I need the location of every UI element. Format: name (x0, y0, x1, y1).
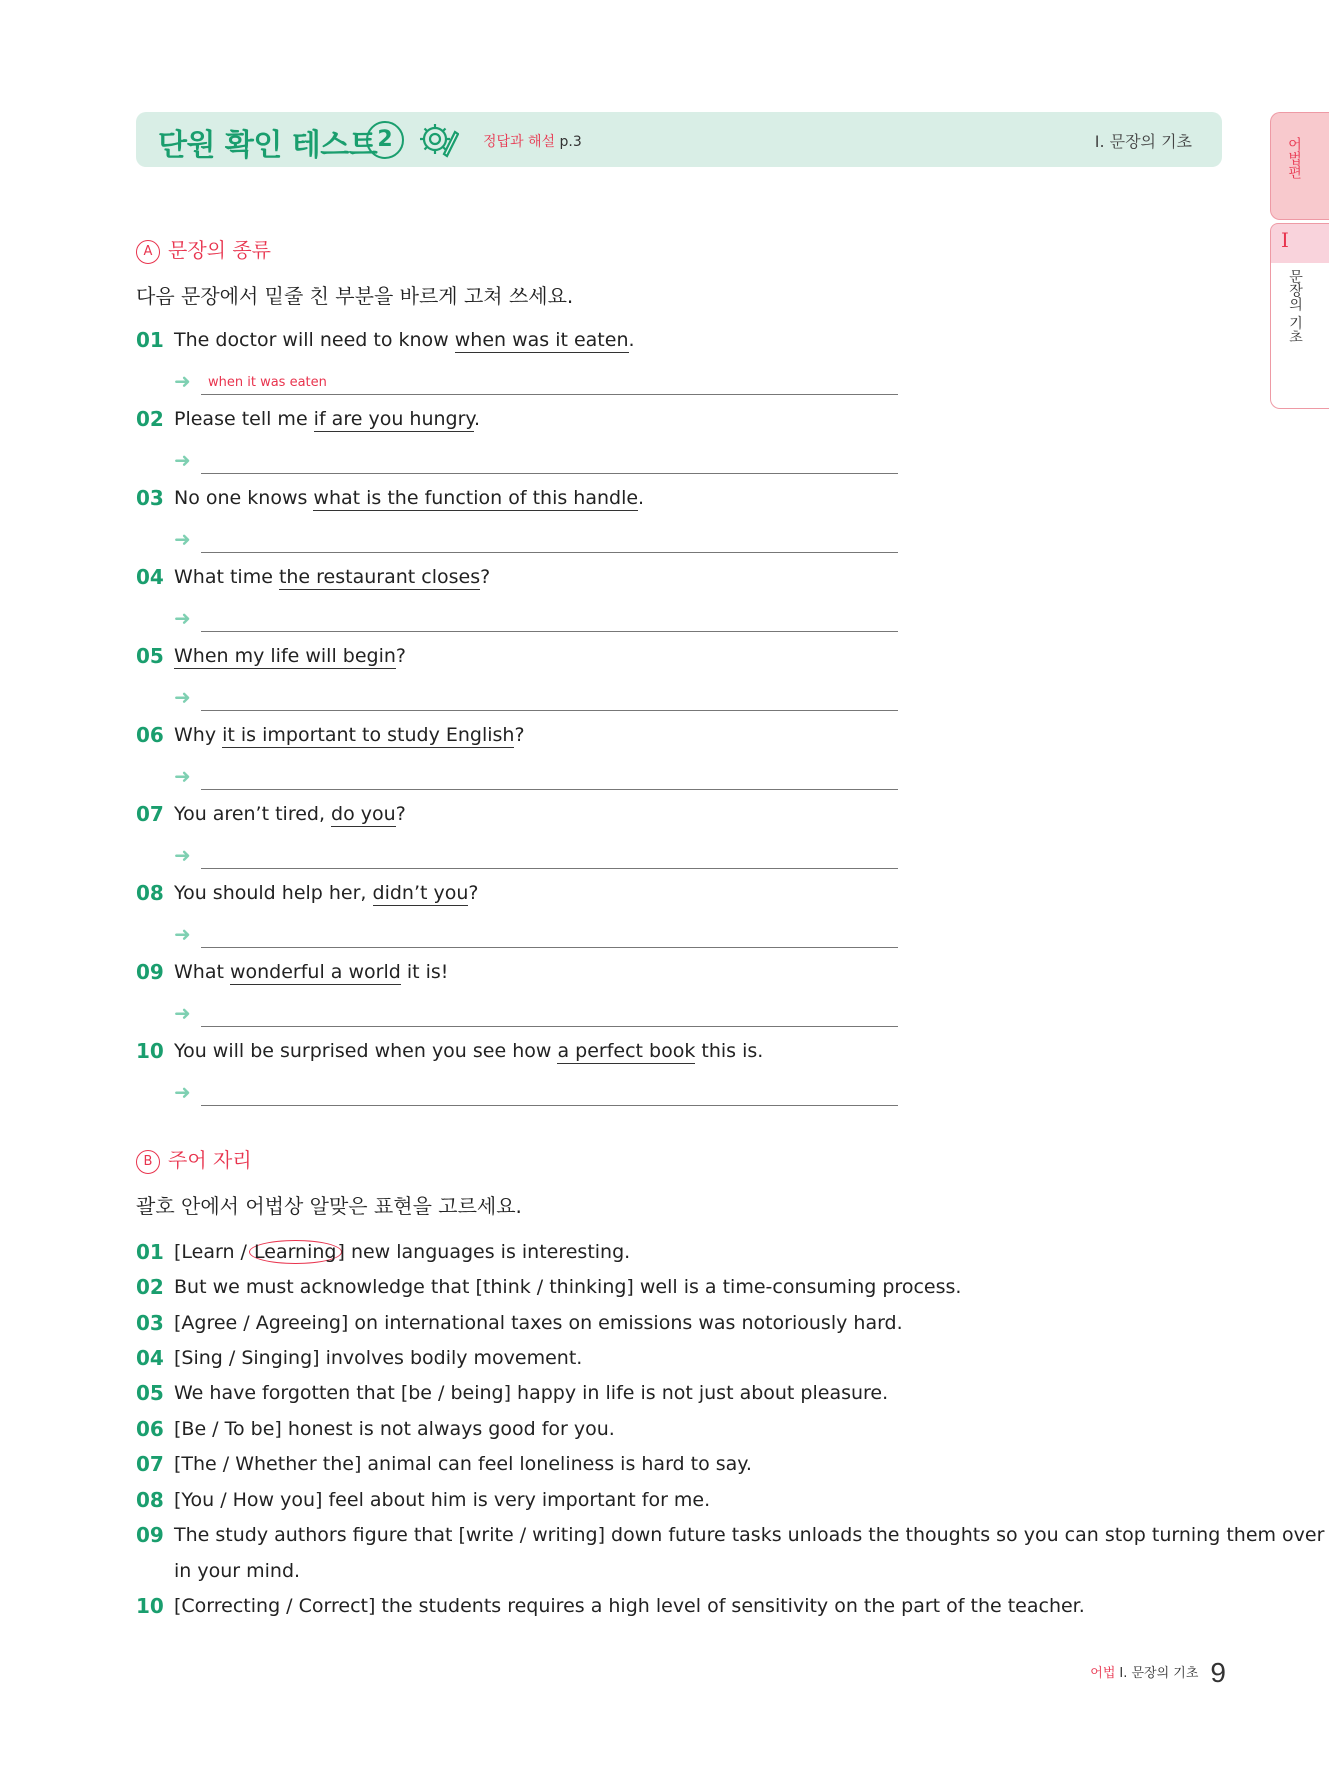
question-text-pre: You aren’t tired, (174, 803, 332, 825)
section-b-letter: B (136, 1150, 160, 1174)
arrow-icon: ➜ (174, 448, 191, 472)
unit-test-header (136, 112, 1222, 167)
footer-chapter: Ⅰ. 문장의 기초 (1119, 1666, 1199, 1681)
arrow-icon: ➜ (174, 843, 191, 867)
side-tab-roman[interactable] (1270, 223, 1329, 265)
question-text (174, 645, 406, 667)
section-a-heading (136, 234, 271, 264)
answer-row (174, 1082, 898, 1106)
question-number: 06 (136, 1417, 164, 1441)
page-number: 9 (1210, 1657, 1226, 1688)
header-number-badge: 2 (366, 121, 404, 159)
question-text-post: ] new languages is interesting. (337, 1241, 631, 1263)
question-text (174, 487, 644, 509)
section-a-title: 문장의 종류 (168, 238, 271, 262)
underlined-phrase: the restaurant closes (278, 566, 481, 588)
question-text: [You / How you] feel about him is very important for me. (174, 1489, 711, 1511)
question-text-pre: No one knows (174, 487, 314, 509)
arrow-icon: ➜ (174, 685, 191, 709)
arrow-icon: ➜ (174, 527, 191, 551)
question-number: 07 (136, 1452, 164, 1476)
side-tab-chapter[interactable] (1270, 263, 1329, 409)
arrow-icon: ➜ (174, 764, 191, 788)
arrow-icon: ➜ (174, 606, 191, 630)
side-tab-grammar-label: 어법편 (1286, 137, 1302, 179)
underlined-phrase: what is the function of this handle (313, 487, 639, 509)
underlined-phrase: a perfect book (557, 1040, 696, 1062)
answer-line[interactable] (201, 1105, 898, 1106)
footer-label: 어법 (1090, 1666, 1116, 1681)
question-text: [Agree / Agreeing] on international taxes on emissions was notoriously hard. (174, 1312, 903, 1334)
answer-line[interactable] (201, 394, 898, 395)
question-text-pre: What time (174, 566, 279, 588)
answer-row (174, 1003, 898, 1027)
question-text-pre: You will be surprised when you see how (174, 1040, 558, 1062)
question-number: 10 (136, 1594, 164, 1618)
underlined-phrase: it is important to study English (222, 724, 515, 746)
question-text (174, 724, 525, 746)
circled-answer: Learning (249, 1240, 342, 1264)
question-text: [The / Whether the] animal can feel loneliness is hard to say. (174, 1453, 752, 1475)
question-text-continued: in your mind. (174, 1560, 301, 1582)
underlined-phrase: do you (331, 803, 396, 825)
answer-line[interactable] (201, 947, 898, 948)
answer-row (174, 845, 898, 869)
question-number: 07 (136, 802, 164, 826)
arrow-icon: ➜ (174, 922, 191, 946)
question-text (174, 1040, 763, 1062)
question-text (174, 882, 479, 904)
answer-row (174, 924, 898, 948)
section-b-instruction: 괄호 안에서 어법상 알맞은 표현을 고르세요. (136, 1194, 522, 1218)
answer-row (174, 687, 898, 711)
answer-line[interactable] (201, 552, 898, 553)
answer-row (174, 608, 898, 632)
question-text: [Correcting / Correct] the students requires a high level of sensitivity on the part of the teacher. (174, 1595, 1085, 1617)
answer-row (174, 450, 898, 474)
question-text (174, 566, 490, 588)
question-text (174, 803, 406, 825)
answer-row (174, 766, 898, 790)
answer-row (174, 529, 898, 553)
question-number: 08 (136, 881, 164, 905)
question-number: 03 (136, 486, 164, 510)
question-number: 09 (136, 960, 164, 984)
header-chapter: Ⅰ. 문장의 기초 (1094, 132, 1192, 151)
question-text-pre: The doctor will need to know (174, 329, 455, 351)
question-text-post: ? (514, 724, 525, 746)
underlined-phrase: when was it eaten (454, 329, 629, 351)
question-text: We have forgotten that [be / being] happy in life is not just about pleasure. (174, 1382, 889, 1404)
question-text-pre: [Learn / (174, 1241, 253, 1263)
arrow-icon: ➜ (174, 369, 191, 393)
question-number: 08 (136, 1488, 164, 1512)
answer-line[interactable] (201, 473, 898, 474)
question-text-pre: What (174, 961, 230, 983)
side-tab-chapter-label: 문장의 기초 (1287, 269, 1303, 344)
side-tab-roman-label: Ⅰ (1281, 228, 1289, 252)
section-a-letter: A (136, 240, 160, 264)
section-a-instruction: 다음 문장에서 밑줄 친 부분을 바르게 고쳐 쓰세요. (136, 284, 574, 308)
underlined-phrase: When my life will begin (174, 645, 396, 667)
answer-row (174, 371, 898, 395)
question-text-post: ? (480, 566, 491, 588)
arrow-icon: ➜ (174, 1080, 191, 1104)
section-b-title: 주어 자리 (168, 1148, 252, 1172)
answer-line[interactable] (201, 868, 898, 869)
answer-text: when it was eaten (208, 375, 327, 390)
question-text-post: . (628, 329, 635, 351)
answer-reference: 정답과 해설 p.3 (483, 134, 582, 150)
question-text-pre: Why (174, 724, 223, 746)
question-text: But we must acknowledge that [think / thinking] well is a time-consuming process. (174, 1276, 962, 1298)
side-tab-grammar[interactable] (1270, 112, 1329, 220)
question-number: 02 (136, 407, 164, 431)
underlined-phrase: didn’t you (372, 882, 469, 904)
question-text: The study authors figure that [write / writing] down future tasks unloads the thoughts so you can stop turning them over (174, 1524, 1325, 1546)
question-number: 05 (136, 644, 164, 668)
question-text-post: . (473, 408, 480, 430)
answer-line[interactable] (201, 789, 898, 790)
question-number: 02 (136, 1275, 164, 1299)
answer-line[interactable] (201, 710, 898, 711)
question-number: 03 (136, 1311, 164, 1335)
question-number: 01 (136, 328, 164, 352)
question-number: 06 (136, 723, 164, 747)
question-text (174, 408, 480, 430)
question-number: 09 (136, 1523, 164, 1547)
question-number: 04 (136, 565, 164, 589)
question-text-post: this is. (695, 1040, 764, 1062)
underlined-phrase: wonderful a world (229, 961, 401, 983)
arrow-icon: ➜ (174, 1001, 191, 1025)
question-text-post: ? (395, 645, 407, 667)
section-b-heading (136, 1144, 252, 1174)
question-text (174, 961, 448, 983)
question-number: 01 (136, 1240, 164, 1264)
question-number: 05 (136, 1381, 164, 1405)
question-text: [Sing / Singing] involves bodily movement. (174, 1347, 583, 1369)
underlined-phrase: if are you hungry (313, 408, 474, 430)
answer-line[interactable] (201, 1026, 898, 1027)
question-number: 10 (136, 1039, 164, 1063)
question-text-post: . (638, 487, 645, 509)
question-number: 04 (136, 1346, 164, 1370)
question-text (174, 329, 635, 351)
page-footer (1090, 1657, 1226, 1689)
question-text (174, 1241, 630, 1263)
question-text-post: ? (395, 803, 406, 825)
question-text-post: it is! (400, 961, 449, 983)
gear-pencil-icon (417, 118, 459, 160)
header-title: 단원 확인 테스트 (158, 128, 378, 163)
answer-line[interactable] (201, 631, 898, 632)
question-text-pre: Please tell me (174, 408, 314, 430)
question-text-post: ? (468, 882, 479, 904)
question-text-pre: You should help her, (174, 882, 373, 904)
question-text: [Be / To be] honest is not always good for you. (174, 1418, 615, 1440)
